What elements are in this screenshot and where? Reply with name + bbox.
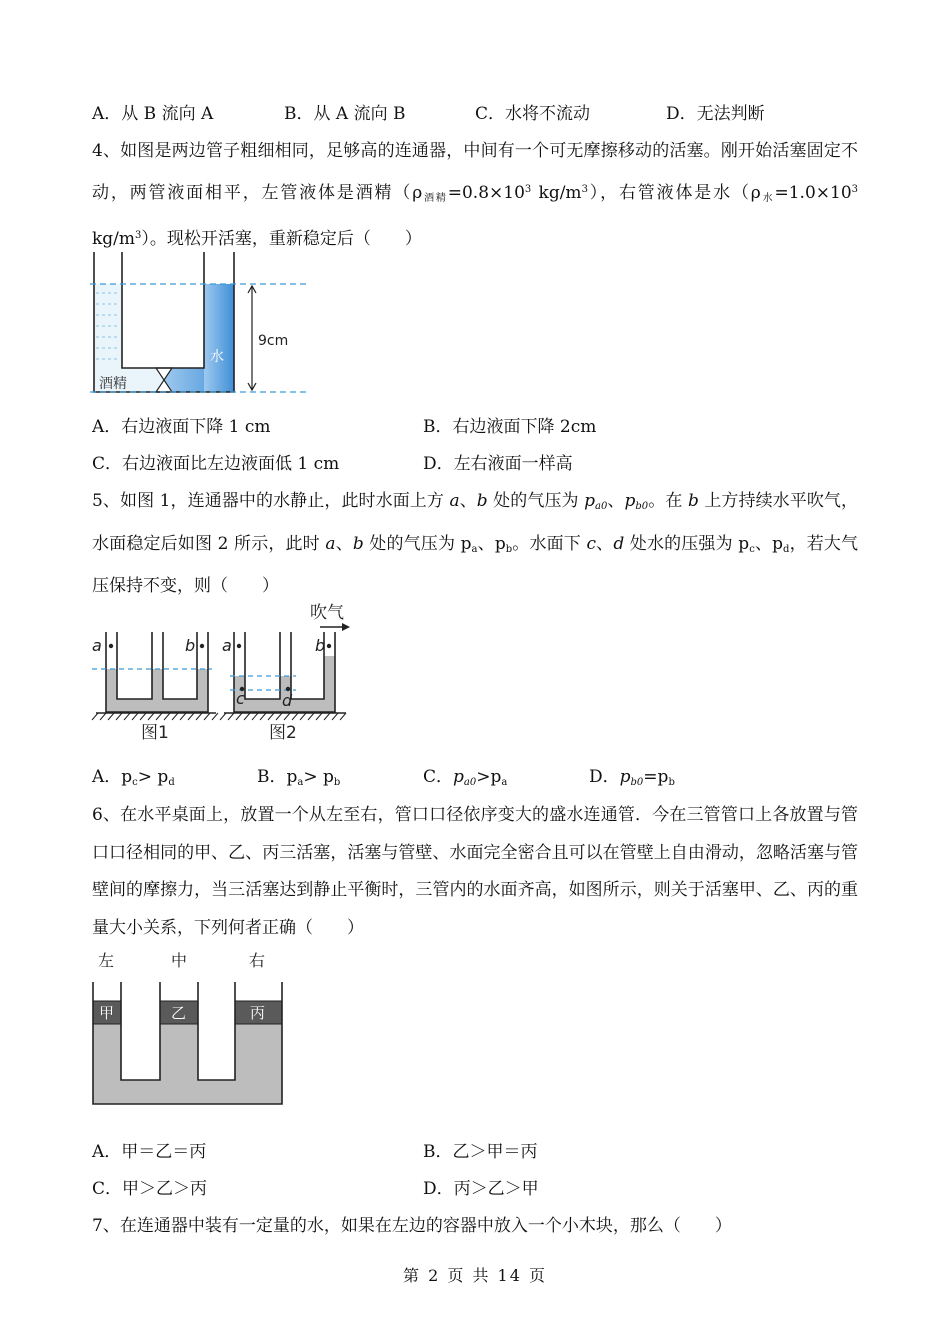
alcohol-label: 酒精 <box>99 376 127 392</box>
q5-stem: 5、如图 1，连通器中的水静止，此时水面上方 a、b 处的气压为 $p_{a0}$、$p_{b0}$。在 b 上方持续水平吹气，水面稳定后如图 2 所示，此时 a、b 处的气压为 $p_a$、$p_b$。水面下 c、d 处水的压强为 $p_c$、$p_d$，若大气压保持不变，则（ ） <box>92 491 859 596</box>
point-b-fig2 <box>327 644 331 648</box>
water-right-column <box>204 284 234 392</box>
label-b-fig1: b <box>185 636 196 655</box>
q4-option-c: C．右边液面比左边液面低 1 cm <box>92 454 340 474</box>
label-middle: 中 <box>171 951 188 970</box>
water-label: 水 <box>210 349 224 365</box>
fig2-ground-hatch <box>220 713 346 720</box>
q3-option-c: C．水将不流动 <box>475 104 591 124</box>
q6-stem: 6、在水平桌面上，放置一个从左至右，管口口径依序变大的盛水连通管．今在三管管口上各放置与管口口径相同的甲、乙、丙三活塞，活塞与管壁、水面完全密合且可以在管壁上自由滑动，忽略活塞与管壁间的摩擦力，当三活塞达到静止平衡时，三管内的水面齐高，如图所示，则关于活塞甲、乙、丙的重量大小关系，下列何者正确（ ） <box>92 805 858 938</box>
q5-figure <box>86 596 356 748</box>
label-jia: 甲 <box>99 1004 115 1022</box>
point-a-fig2 <box>237 644 241 648</box>
q3-option-b: B．从 A 流向 B <box>284 104 406 124</box>
point-b-fig1 <box>200 644 204 648</box>
page-footer: 第 2 页 共 14 页 <box>403 1266 547 1285</box>
label-a-fig2: a <box>222 636 232 655</box>
label-left: 左 <box>98 951 115 970</box>
q5-option-b: B．$p_a> p_b$ <box>257 767 341 788</box>
q7-stem: 7、在连通器中装有一定量的水，如果在左边的容器中放入一个小木块，那么（ ） <box>92 1216 732 1236</box>
q4-figure <box>86 248 316 400</box>
q4-option-a: A．右边液面下降 1 cm <box>92 417 271 437</box>
label-d: d <box>282 691 293 710</box>
label-yi: 乙 <box>171 1004 187 1022</box>
fig1-caption: 图1 <box>141 723 169 743</box>
label-c: c <box>236 689 245 708</box>
label-bing: 丙 <box>250 1004 266 1022</box>
point-a-fig1 <box>109 644 113 648</box>
q4-option-d: D．左右液面一样高 <box>423 454 573 474</box>
fig1-ground-hatch <box>92 713 218 720</box>
fig2-caption: 图2 <box>269 723 297 743</box>
q6-option-a: A．甲＝乙＝丙 <box>92 1142 207 1162</box>
q4-stem: 4、如图是两边管子粗细相同，足够高的连通器，中间有一个可无摩擦移动的活塞。刚开始活塞固定不动，两管液面相平，左管液体是酒精（$\rho_{酒精}=0.8\times 10^3$ $kg/m^3$），右管液体是水（$\rho_水=1.0\times 10^3$ $kg/m^3$）。现松开活塞，重新稳定后（ ） <box>92 141 859 249</box>
q5-option-c: C．$p_{a0}>p_a$ <box>423 767 508 788</box>
q5-option-d: D．$p_{b0}=p_b$ <box>589 767 675 788</box>
q3-option-a: A．从 B 流向 A <box>92 104 214 124</box>
label-b-fig2: b <box>315 636 326 655</box>
blow-label: 吹气 <box>310 603 344 623</box>
height-label: 9cm <box>258 333 289 349</box>
q6-option-b: B．乙＞甲＝丙 <box>423 1142 538 1162</box>
q5-option-a: A．$p_c> p_d$ <box>92 767 175 788</box>
q6-option-c: C．甲＞乙＞丙 <box>92 1179 208 1199</box>
label-right: 右 <box>249 951 266 970</box>
q6-figure <box>86 944 296 1114</box>
q6-option-d: D．丙＞乙＞甲 <box>423 1179 539 1199</box>
q4-option-b: B．右边液面下降 2cm <box>423 417 597 437</box>
label-a-fig1: a <box>92 636 102 655</box>
q3-option-d: D．无法判断 <box>666 104 765 124</box>
